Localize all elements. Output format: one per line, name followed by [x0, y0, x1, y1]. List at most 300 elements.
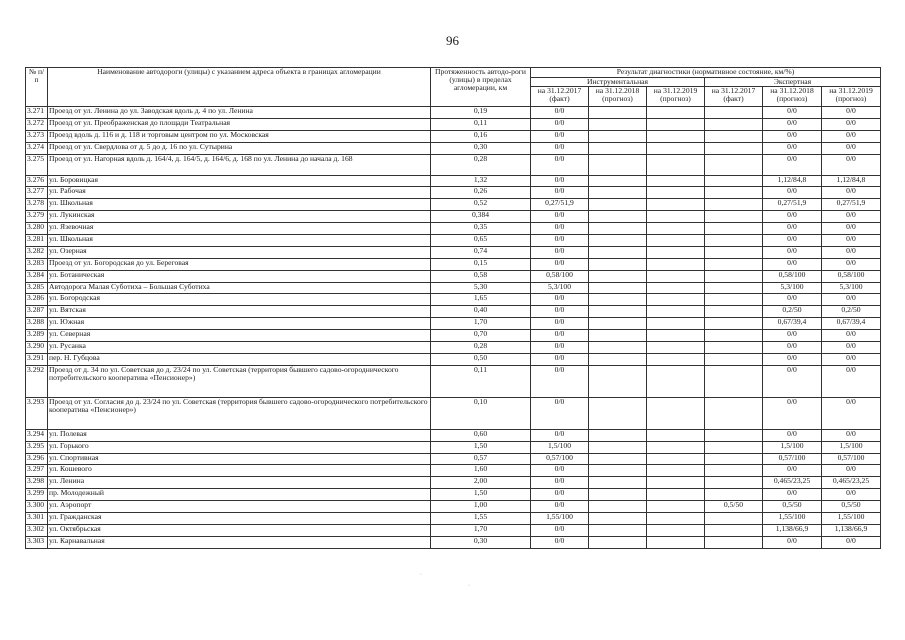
cell-expert-2019: 0,465/23,25 — [822, 477, 881, 489]
cell-length: 2,00 — [431, 477, 531, 489]
cell-instr-2017: 0/0 — [531, 154, 589, 175]
header-result: Результат диагностики (нормативное состояние, км/%) — [531, 68, 881, 78]
header-sub-e17: на 31.12.2017 (факт) — [705, 87, 763, 107]
cell-expert-2019: 0/0 — [822, 330, 881, 342]
page-number: 96 — [446, 33, 459, 48]
cell-expert-2018: 0/0 — [763, 536, 822, 548]
cell-length: 0,11 — [431, 119, 531, 131]
cell-expert-2018: 0/0 — [763, 353, 822, 365]
cell-name: Проезд от ул. Нагорная вдоль д. 164/4, д. 164/5, д. 164/6, д. 168 по ул. Ленина до начала д. 168 — [48, 154, 431, 175]
table-row — [26, 282, 881, 294]
cell-instr-2018 — [589, 154, 647, 175]
table-row — [26, 199, 881, 211]
cell-expert-2018: 0/0 — [763, 154, 822, 175]
cell-length: 0,65 — [431, 235, 531, 247]
cell-expert-2017 — [705, 270, 763, 282]
cell-expert-2018: 0/0 — [763, 258, 822, 270]
cell-expert-2017 — [705, 465, 763, 477]
table-row — [26, 330, 881, 342]
cell-name: ул. Школьная — [48, 235, 431, 247]
cell-expert-2019: 1,12/84,8 — [822, 175, 881, 187]
cell-expert-2017 — [705, 246, 763, 258]
cell-instr-2019 — [647, 513, 705, 525]
cell-expert-2018: 0/0 — [763, 330, 822, 342]
cell-num: 3.274 — [26, 142, 48, 154]
cell-expert-2018: 0/0 — [763, 130, 822, 142]
cell-num: 3.291 — [26, 353, 48, 365]
cell-instr-2019 — [647, 270, 705, 282]
cell-num: 3.277 — [26, 187, 48, 199]
cell-length: 1,70 — [431, 524, 531, 536]
cell-num: 3.299 — [26, 489, 48, 501]
cell-expert-2018: 0/0 — [763, 107, 822, 119]
cell-instr-2019 — [647, 235, 705, 247]
cell-instr-2019 — [647, 142, 705, 154]
cell-instr-2017: 0/0 — [531, 223, 589, 235]
cell-instr-2018 — [589, 142, 647, 154]
table-row — [26, 318, 881, 330]
cell-num: 3.284 — [26, 270, 48, 282]
cell-expert-2019: 0/0 — [822, 258, 881, 270]
cell-instr-2018 — [589, 536, 647, 548]
cell-instr-2017: 0/0 — [531, 330, 589, 342]
cell-expert-2018: 0,2/50 — [763, 306, 822, 318]
cell-instr-2018 — [589, 465, 647, 477]
cell-length: 0,19 — [431, 107, 531, 119]
cell-instr-2017: 0/0 — [531, 107, 589, 119]
cell-expert-2017 — [705, 294, 763, 306]
cell-instr-2017: 0/0 — [531, 306, 589, 318]
cell-instr-2018 — [589, 342, 647, 354]
cell-instr-2019 — [647, 294, 705, 306]
table-row — [26, 223, 881, 235]
table-row — [26, 130, 881, 142]
cell-name: пер. Н. Губцова — [48, 353, 431, 365]
table-row — [26, 465, 881, 477]
cell-instr-2017: 0/0 — [531, 524, 589, 536]
cell-instr-2017: 0/0 — [531, 235, 589, 247]
cell-expert-2019: 0/0 — [822, 119, 881, 131]
cell-expert-2018: 0/0 — [763, 429, 822, 441]
cell-length: 0,28 — [431, 154, 531, 175]
cell-expert-2018: 0/0 — [763, 397, 822, 429]
cell-num: 3.296 — [26, 453, 48, 465]
cell-name: ул. Школьная — [48, 199, 431, 211]
cell-instr-2017: 0/0 — [531, 397, 589, 429]
cell-instr-2018 — [589, 397, 647, 429]
cell-name: ул. Спортивная — [48, 453, 431, 465]
cell-expert-2019: 0/0 — [822, 489, 881, 501]
cell-num: 3.292 — [26, 365, 48, 397]
cell-length: 0,30 — [431, 142, 531, 154]
cell-name: ул. Язевочная — [48, 223, 431, 235]
cell-instr-2019 — [647, 119, 705, 131]
cell-name: ул. Боровицкая — [48, 175, 431, 187]
cell-length: 1,55 — [431, 513, 531, 525]
cell-instr-2019 — [647, 365, 705, 397]
cell-length: 0,26 — [431, 187, 531, 199]
header-instrumental: Инструментальная — [531, 78, 705, 87]
cell-instr-2017: 0/0 — [531, 353, 589, 365]
cell-expert-2017 — [705, 130, 763, 142]
diagnostics-table — [25, 67, 881, 549]
cell-instr-2018 — [589, 119, 647, 131]
cell-instr-2017: 1,55/100 — [531, 513, 589, 525]
table-row — [26, 342, 881, 354]
cell-instr-2018 — [589, 513, 647, 525]
cell-instr-2018 — [589, 524, 647, 536]
table-row — [26, 154, 881, 175]
cell-instr-2017: 0/0 — [531, 258, 589, 270]
cell-instr-2017: 0,57/100 — [531, 453, 589, 465]
cell-length: 1,70 — [431, 318, 531, 330]
cell-expert-2018: 1,138/66,9 — [763, 524, 822, 536]
cell-instr-2018 — [589, 258, 647, 270]
cell-expert-2017 — [705, 223, 763, 235]
header-length: Протяженность автодо-роги (улицы) в пределах агломерации, км — [431, 68, 531, 107]
cell-num: 3.272 — [26, 119, 48, 131]
cell-expert-2017 — [705, 441, 763, 453]
cell-expert-2019: 5,3/100 — [822, 282, 881, 294]
cell-instr-2019 — [647, 330, 705, 342]
cell-instr-2017: 0/0 — [531, 187, 589, 199]
cell-expert-2017 — [705, 477, 763, 489]
cell-expert-2017 — [705, 330, 763, 342]
cell-name: ул. Ленина — [48, 477, 431, 489]
table-body — [26, 107, 881, 549]
cell-expert-2019: 0/0 — [822, 294, 881, 306]
table-row — [26, 119, 881, 131]
cell-expert-2018: 0,27/51,9 — [763, 199, 822, 211]
cell-expert-2017 — [705, 489, 763, 501]
cell-length: 1,50 — [431, 441, 531, 453]
cell-expert-2017 — [705, 513, 763, 525]
cell-expert-2017 — [705, 429, 763, 441]
cell-instr-2017: 0/0 — [531, 318, 589, 330]
cell-expert-2018: 1,5/100 — [763, 441, 822, 453]
cell-instr-2018 — [589, 489, 647, 501]
cell-expert-2017 — [705, 119, 763, 131]
cell-instr-2019 — [647, 211, 705, 223]
cell-expert-2018: 0/0 — [763, 142, 822, 154]
cell-expert-2019: 0/0 — [822, 142, 881, 154]
table-row — [26, 513, 881, 525]
cell-expert-2017 — [705, 453, 763, 465]
cell-expert-2019: 0/0 — [822, 342, 881, 354]
cell-num: 3.297 — [26, 465, 48, 477]
cell-num: 3.275 — [26, 154, 48, 175]
table-row — [26, 477, 881, 489]
cell-expert-2019: 0,67/39,4 — [822, 318, 881, 330]
cell-length: 0,52 — [431, 199, 531, 211]
cell-expert-2017 — [705, 353, 763, 365]
cell-length: 0,40 — [431, 306, 531, 318]
cell-name: Автодорога Малая Суботиха – Большая Суботиха — [48, 282, 431, 294]
cell-instr-2019 — [647, 477, 705, 489]
cell-expert-2018: 0,57/100 — [763, 453, 822, 465]
cell-expert-2019: 0/0 — [822, 353, 881, 365]
cell-instr-2019 — [647, 175, 705, 187]
cell-num: 3.288 — [26, 318, 48, 330]
cell-length: 0,15 — [431, 258, 531, 270]
table-row — [26, 353, 881, 365]
cell-expert-2017 — [705, 306, 763, 318]
cell-length: 0,30 — [431, 536, 531, 548]
cell-name: ул. Ботаническая — [48, 270, 431, 282]
cell-instr-2019 — [647, 187, 705, 199]
cell-length: 0,35 — [431, 223, 531, 235]
cell-instr-2019 — [647, 318, 705, 330]
table-row — [26, 489, 881, 501]
table-header — [26, 68, 881, 107]
cell-instr-2017: 0/0 — [531, 130, 589, 142]
cell-instr-2019 — [647, 282, 705, 294]
cell-instr-2018 — [589, 501, 647, 513]
table-row — [26, 429, 881, 441]
cell-instr-2017: 0/0 — [531, 536, 589, 548]
cell-num: 3.290 — [26, 342, 48, 354]
cell-expert-2018: 0/0 — [763, 465, 822, 477]
cell-num: 3.303 — [26, 536, 48, 548]
cell-length: 0,74 — [431, 246, 531, 258]
cell-num: 3.301 — [26, 513, 48, 525]
cell-instr-2019 — [647, 154, 705, 175]
cell-num: 3.293 — [26, 397, 48, 429]
table-row — [26, 397, 881, 429]
cell-instr-2019 — [647, 441, 705, 453]
cell-expert-2017 — [705, 536, 763, 548]
cell-name: Проезд от ул. Преображенская до площади Театральная — [48, 119, 431, 131]
cell-name: ул. Русанка — [48, 342, 431, 354]
cell-instr-2018 — [589, 187, 647, 199]
cell-length: 0,60 — [431, 429, 531, 441]
cell-instr-2019 — [647, 465, 705, 477]
cell-expert-2017 — [705, 175, 763, 187]
cell-expert-2019: 1,55/100 — [822, 513, 881, 525]
cell-expert-2018: 0/0 — [763, 119, 822, 131]
cell-name: Проезд от д. 34 по ул. Советская до д. 23/24 по ул. Советская (территория бывшего садово-огороднического потребительского кооператива «Пенсионер») — [48, 365, 431, 397]
table-row — [26, 211, 881, 223]
cell-expert-2017 — [705, 397, 763, 429]
scan-mark: · — [420, 572, 422, 578]
cell-length: 5,30 — [431, 282, 531, 294]
cell-name: ул. Полевая — [48, 429, 431, 441]
cell-length: 0,50 — [431, 353, 531, 365]
cell-expert-2018: 0/0 — [763, 235, 822, 247]
cell-length: 1,32 — [431, 175, 531, 187]
cell-instr-2018 — [589, 246, 647, 258]
cell-expert-2018: 1,55/100 — [763, 513, 822, 525]
cell-expert-2018: 0,465/23,25 — [763, 477, 822, 489]
cell-num: 3.283 — [26, 258, 48, 270]
cell-expert-2019: 0/0 — [822, 211, 881, 223]
cell-instr-2019 — [647, 501, 705, 513]
table-row — [26, 258, 881, 270]
cell-instr-2019 — [647, 353, 705, 365]
table-row — [26, 175, 881, 187]
cell-instr-2017: 0/0 — [531, 175, 589, 187]
header-name: Наименование автодороги (улицы) с указанием адреса объекта в границах агломерации — [48, 68, 431, 107]
cell-expert-2019: 0/0 — [822, 235, 881, 247]
cell-name: Проезд от ул. Богородская до ул. Береговая — [48, 258, 431, 270]
cell-expert-2019: 0,57/100 — [822, 453, 881, 465]
cell-expert-2018: 0/0 — [763, 187, 822, 199]
cell-expert-2019: 0/0 — [822, 397, 881, 429]
cell-instr-2019 — [647, 306, 705, 318]
table-row — [26, 501, 881, 513]
cell-instr-2017: 0/0 — [531, 489, 589, 501]
cell-expert-2018: 0,58/100 — [763, 270, 822, 282]
cell-num: 3.286 — [26, 294, 48, 306]
cell-instr-2017: 0/0 — [531, 342, 589, 354]
cell-expert-2017 — [705, 318, 763, 330]
cell-length: 1,60 — [431, 465, 531, 477]
table-row — [26, 294, 881, 306]
cell-instr-2018 — [589, 282, 647, 294]
cell-name: ул. Южная — [48, 318, 431, 330]
cell-num: 3.280 — [26, 223, 48, 235]
cell-num: 3.289 — [26, 330, 48, 342]
header-sub-e19: на 31.12.2019 (прогноз) — [822, 87, 881, 107]
cell-length: 0,58 — [431, 270, 531, 282]
header-sub-i17: на 31.12.2017 (факт) — [531, 87, 589, 107]
cell-instr-2018 — [589, 270, 647, 282]
cell-expert-2019: 0/0 — [822, 536, 881, 548]
cell-num: 3.298 — [26, 477, 48, 489]
cell-expert-2018: 0/0 — [763, 294, 822, 306]
cell-expert-2019: 0/0 — [822, 130, 881, 142]
table-row — [26, 142, 881, 154]
cell-instr-2017: 0/0 — [531, 429, 589, 441]
cell-instr-2017: 5,3/100 — [531, 282, 589, 294]
cell-length: 1,65 — [431, 294, 531, 306]
cell-name: ул. Богородская — [48, 294, 431, 306]
scan-mark: · — [468, 583, 470, 589]
cell-instr-2019 — [647, 258, 705, 270]
cell-name: ул. Озерная — [48, 246, 431, 258]
cell-length: 1,00 — [431, 501, 531, 513]
cell-instr-2018 — [589, 211, 647, 223]
cell-instr-2018 — [589, 294, 647, 306]
cell-name: Проезд от ул. Свердлова от д. 5 до д. 16 по ул. Сутырина — [48, 142, 431, 154]
cell-name: ул. Горького — [48, 441, 431, 453]
cell-expert-2019: 0,27/51,9 — [822, 199, 881, 211]
header-num: № п/п — [26, 68, 48, 107]
table-row — [26, 524, 881, 536]
cell-expert-2019: 0,2/50 — [822, 306, 881, 318]
cell-instr-2018 — [589, 330, 647, 342]
cell-length: 0,10 — [431, 397, 531, 429]
cell-num: 3.282 — [26, 246, 48, 258]
cell-expert-2019: 0/0 — [822, 223, 881, 235]
cell-instr-2017: 0/0 — [531, 211, 589, 223]
cell-expert-2018: 0/0 — [763, 223, 822, 235]
cell-expert-2017 — [705, 187, 763, 199]
cell-expert-2017 — [705, 235, 763, 247]
cell-instr-2019 — [647, 524, 705, 536]
cell-expert-2017 — [705, 524, 763, 536]
cell-expert-2019: 0/0 — [822, 465, 881, 477]
cell-instr-2017: 0/0 — [531, 246, 589, 258]
cell-instr-2018 — [589, 175, 647, 187]
cell-length: 0,16 — [431, 130, 531, 142]
cell-expert-2018: 0/0 — [763, 246, 822, 258]
cell-expert-2018: 0/0 — [763, 365, 822, 397]
cell-expert-2017 — [705, 107, 763, 119]
cell-instr-2019 — [647, 130, 705, 142]
table-row — [26, 270, 881, 282]
cell-instr-2018 — [589, 306, 647, 318]
cell-expert-2019: 0/0 — [822, 187, 881, 199]
cell-expert-2019: 1,138/66,9 — [822, 524, 881, 536]
cell-num: 3.271 — [26, 107, 48, 119]
table-row — [26, 365, 881, 397]
cell-name: ул. Гражданская — [48, 513, 431, 525]
cell-instr-2018 — [589, 477, 647, 489]
cell-instr-2019 — [647, 429, 705, 441]
cell-instr-2018 — [589, 235, 647, 247]
cell-instr-2017: 0/0 — [531, 465, 589, 477]
cell-expert-2018: 0/0 — [763, 342, 822, 354]
cell-num: 3.300 — [26, 501, 48, 513]
cell-instr-2019 — [647, 489, 705, 501]
cell-expert-2019: 0/0 — [822, 365, 881, 397]
table-row — [26, 246, 881, 258]
cell-instr-2017: 0,58/100 — [531, 270, 589, 282]
cell-num: 3.276 — [26, 175, 48, 187]
cell-expert-2019: 0/0 — [822, 429, 881, 441]
cell-name: Проезд вдоль д. 116 и д. 118 и торговым центром по ул. Московская — [48, 130, 431, 142]
cell-instr-2019 — [647, 223, 705, 235]
cell-instr-2019 — [647, 536, 705, 548]
cell-num: 3.302 — [26, 524, 48, 536]
cell-name: Проезд от ул. Ленина до ул. Заводская вдоль д. 4 по ул. Ленина — [48, 107, 431, 119]
cell-expert-2018: 5,3/100 — [763, 282, 822, 294]
cell-instr-2018 — [589, 223, 647, 235]
header-sub-i19: на 31.12.2019 (прогноз) — [647, 87, 705, 107]
cell-expert-2019: 1,5/100 — [822, 441, 881, 453]
table-row — [26, 235, 881, 247]
cell-name: ул. Вятская — [48, 306, 431, 318]
cell-instr-2017: 0/0 — [531, 294, 589, 306]
cell-num: 3.287 — [26, 306, 48, 318]
cell-instr-2017: 0/0 — [531, 119, 589, 131]
cell-instr-2018 — [589, 353, 647, 365]
cell-instr-2017: 0,27/51,9 — [531, 199, 589, 211]
table-row — [26, 107, 881, 119]
cell-name: пр. Молодежный — [48, 489, 431, 501]
cell-expert-2018: 0,5/50 — [763, 501, 822, 513]
table-row — [26, 306, 881, 318]
cell-instr-2019 — [647, 397, 705, 429]
cell-expert-2017 — [705, 342, 763, 354]
cell-name: ул. Карнавальная — [48, 536, 431, 548]
cell-expert-2017 — [705, 258, 763, 270]
cell-expert-2017 — [705, 211, 763, 223]
cell-instr-2017: 0/0 — [531, 477, 589, 489]
cell-expert-2019: 0/0 — [822, 154, 881, 175]
cell-instr-2019 — [647, 342, 705, 354]
cell-instr-2018 — [589, 130, 647, 142]
cell-instr-2019 — [647, 107, 705, 119]
cell-instr-2017: 0/0 — [531, 501, 589, 513]
cell-name: ул. Кошевого — [48, 465, 431, 477]
cell-num: 3.295 — [26, 441, 48, 453]
header-expert: Экспертная — [705, 78, 881, 87]
cell-expert-2017 — [705, 199, 763, 211]
cell-expert-2017 — [705, 282, 763, 294]
table-row — [26, 453, 881, 465]
